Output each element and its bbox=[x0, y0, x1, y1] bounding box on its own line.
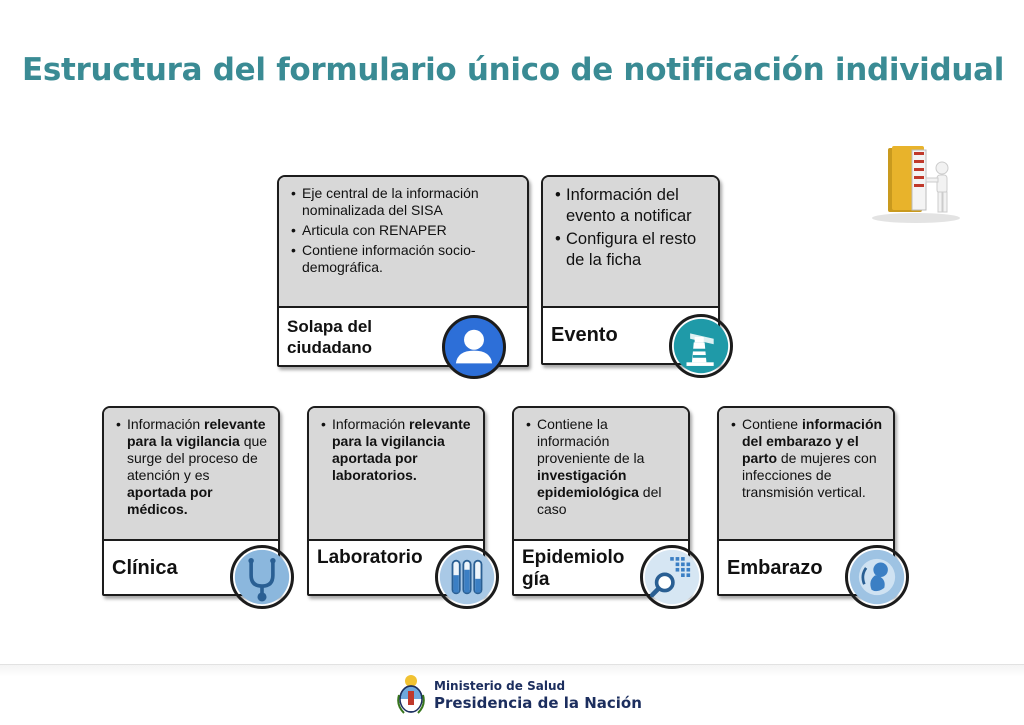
stethoscope-icon bbox=[230, 545, 294, 609]
fetus-icon bbox=[845, 545, 909, 609]
list-item: • Configura el resto de la ficha bbox=[566, 229, 710, 271]
test-tubes-icon bbox=[435, 545, 499, 609]
list-item: • Información relevante para la vigilancia que surge del proceso de atención y es aportada por médicos. bbox=[127, 416, 270, 518]
list-item: • Eje central de la información nominalizada del SISA bbox=[302, 185, 519, 219]
footer-brand bbox=[396, 672, 642, 718]
magnifier-data-icon bbox=[640, 545, 704, 609]
card-evento-list bbox=[551, 185, 710, 271]
card-clinica-list bbox=[112, 416, 270, 518]
list-item: • Contiene información del embarazo y el parto de mujeres con infecciones de transmisión vertical. bbox=[742, 416, 885, 501]
list-item: • Articula con RENAPER bbox=[302, 222, 519, 239]
folder-figure-icon bbox=[864, 138, 964, 224]
page-title: Estructura del formulario único de notificación individual bbox=[22, 52, 1005, 88]
card-epidemiologia-list bbox=[522, 416, 680, 518]
list-item: • Contiene la información proveniente de la investigación epidemiológica del caso bbox=[537, 416, 680, 518]
card-name: Epidemiología bbox=[522, 547, 625, 590]
coat-of-arms-icon bbox=[396, 673, 426, 717]
list-item: • Información relevante para la vigilancia aportada por laboratorios. bbox=[332, 416, 475, 484]
card-name: Solapa del ciudadano bbox=[287, 317, 373, 357]
footer-line1: Ministerio de Salud bbox=[434, 678, 566, 693]
list-item: • Información del evento a notificar bbox=[566, 185, 710, 227]
card-laboratorio-list bbox=[317, 416, 475, 484]
list-item: • Contiene información socio-demográfica. bbox=[302, 242, 519, 276]
card-name: Clínica bbox=[112, 557, 178, 579]
footer-line2: Presidencia de la Nación bbox=[434, 693, 642, 712]
lighthouse-icon bbox=[669, 314, 733, 378]
person-icon bbox=[442, 315, 506, 379]
card-solapa-ciudadano-list bbox=[287, 185, 519, 276]
card-name: Embarazo bbox=[727, 557, 823, 579]
card-name: Laboratorio bbox=[317, 547, 423, 568]
card-embarazo-list bbox=[727, 416, 885, 501]
card-name: Evento bbox=[551, 324, 618, 346]
